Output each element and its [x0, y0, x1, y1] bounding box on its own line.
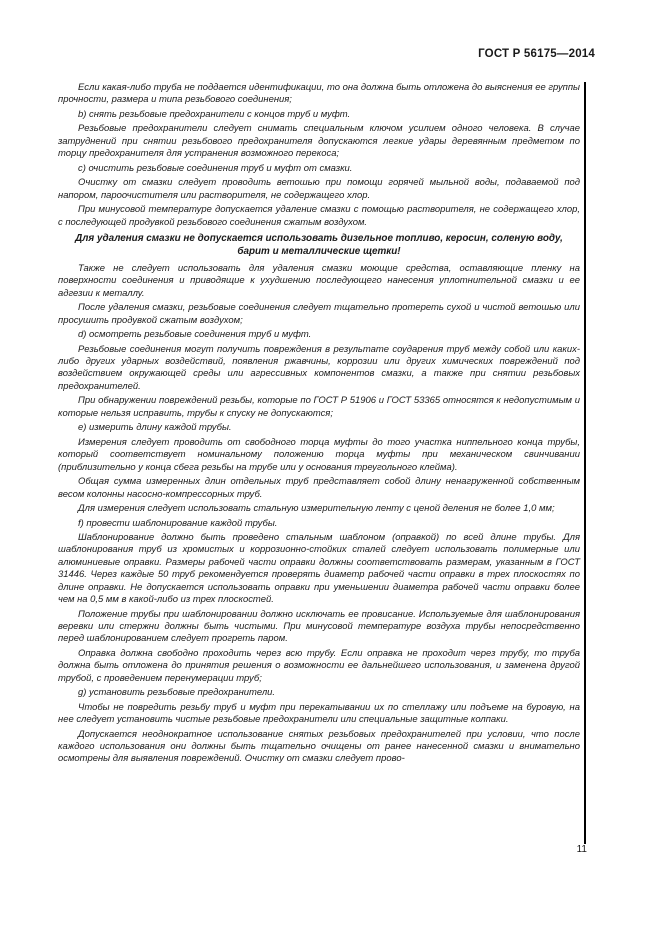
- paragraph: Если какая-либо труба не поддается идентификации, то она должна быть отложена до выяснения ее группы прочности, размера и типа резьбового соединения;: [58, 82, 580, 106]
- paragraph: Измерения следует проводить от свободного торца муфты до того участка ниппельного конца трубы, который соответствует номинальному положению торца муфты при механическом свинчивании (приблизительно у конца сбега резьбы на трубе или у основания треугольного клейма).: [58, 436, 580, 473]
- paragraph: Общая сумма измеренных длин отдельных труб представляет собой длину ненагруженной собственным весом колонны насосно-компрессорных труб.: [58, 476, 580, 500]
- page-number: 11: [576, 844, 587, 855]
- paragraph: Резьбовые предохранители следует снимать специальным ключом усилием одного человека. В случае затруднений при снятии резьбового предохранителя допускаются легкие удары деревянным предметом по торцу предохранителя для устранения возможного перекоса;: [58, 123, 580, 160]
- paragraph: При минусовой температуре допускается удаление смазки с помощью растворителя, не содержащего хлор, с последующей продувкой резьбового соединения сжатым воздухом.: [58, 204, 580, 228]
- list-item-d: d) осмотреть резьбовые соединения труб и муфт.: [78, 329, 312, 341]
- paragraph: Также не следует использовать для удаления смазки моющие средства, оставляющие пленку на поверхности соединения и приводящие к ухудшению последующего нанесения уплотнительной смазки и ее адгезии к металлу.: [58, 262, 580, 299]
- list-item-b: b) снять резьбовые предохранители с концов труб и муфт.: [78, 108, 351, 120]
- paragraph: Оправка должна свободно проходить через всю трубу. Если оправка не проходит через трубу, то труба должна быть отложена до принятия решения о возможности ее дальнейшего использования, и заменена другой трубой, с проведением перенумерации труб;: [58, 647, 580, 684]
- document-body: [58, 82, 580, 768]
- warning-notice: Для удаления смазки не допускается использовать дизельное топливо, керосин, соленую воду, барит и металлические щетки!: [75, 232, 563, 257]
- paragraph: Резьбовые соединения могут получить повреждения в результате соударения труб между собой или каких-либо других ударных воздействий, появления ржавчины, коррозии или других химических повреждений под воздействием окружающей среды или агрессивных компонентов смазки, а также при снятии резьбовых предохранителей.: [58, 343, 580, 392]
- list-item-c: c) очистить резьбовые соединения труб и муфт от смазки.: [78, 162, 353, 174]
- list-item-g: g) установить резьбовые предохранители.: [78, 687, 276, 699]
- margin-change-bar: [584, 82, 586, 844]
- standard-header: ГОСТ Р 56175—2014: [478, 48, 595, 60]
- paragraph: При обнаружении повреждений резьбы, которые по ГОСТ Р 51906 и ГОСТ 53365 относятся к недопустимым и которые нельзя исправить, трубы к спуску не допускаются;: [58, 395, 580, 419]
- paragraph: После удаления смазки, резьбовые соединения следует тщательно протереть сухой и чистой ветошью или просушить продувкой сжатым воздухом;: [58, 302, 580, 326]
- paragraph: Шаблонирование должно быть проведено стальным шаблоном (оправкой) по всей длине трубы. Для шаблонирования труб из хромистых и коррозионно-стойких сталей следует использовать полимерные или алюминиевые оправки. Размеры рабочей части оправки должны соответствовать размерам, указанным в ГОСТ 31446. Через каждые 50 труб рекомендуется проверять диаметр рабочей части оправки в трех плоскостях по длине оправки. Не допускается использовать оправки при уменьшении диаметра рабочей части оправки более чем на 0,5 мм в какой-либо из трех плоскостей.: [58, 532, 580, 606]
- list-item-f: f) провести шаблонирование каждой трубы.: [78, 517, 278, 529]
- paragraph: Допускается неоднократное использование снятых резьбовых предохранителей при условии, что после каждого использования они должны быть тщательно очищены от ранее нанесенной смазки и внимательно осмотрены для выявления повреждений. Очистку от смазки следует прово-: [58, 728, 580, 765]
- paragraph: Чтобы не повредить резьбу труб и муфт при перекатывании их по стеллажу или подъеме на буровую, на нее следует установить чистые резьбовые предохранители или специальные защитные колпаки.: [58, 701, 580, 726]
- list-item-e: e) измерить длину каждой трубы.: [78, 422, 232, 434]
- paragraph: Очистку от смазки следует проводить ветошью при помощи горячей мыльной воды, подаваемой под напором, пароочистителя или растворителя, не содержащего хлор.: [58, 177, 580, 201]
- paragraph: Для измерения следует использовать стальную измерительную ленту с ценой деления не более 1,0 мм;: [78, 503, 555, 514]
- paragraph: Положение трубы при шаблонировании должно исключать ее провисание. Используемые для шаблонирования веревки или стержни должны быть чистыми. При минусовой температуре воздуха трубы непосредственно перед шаблонированием следует прогреть паром.: [58, 608, 580, 645]
